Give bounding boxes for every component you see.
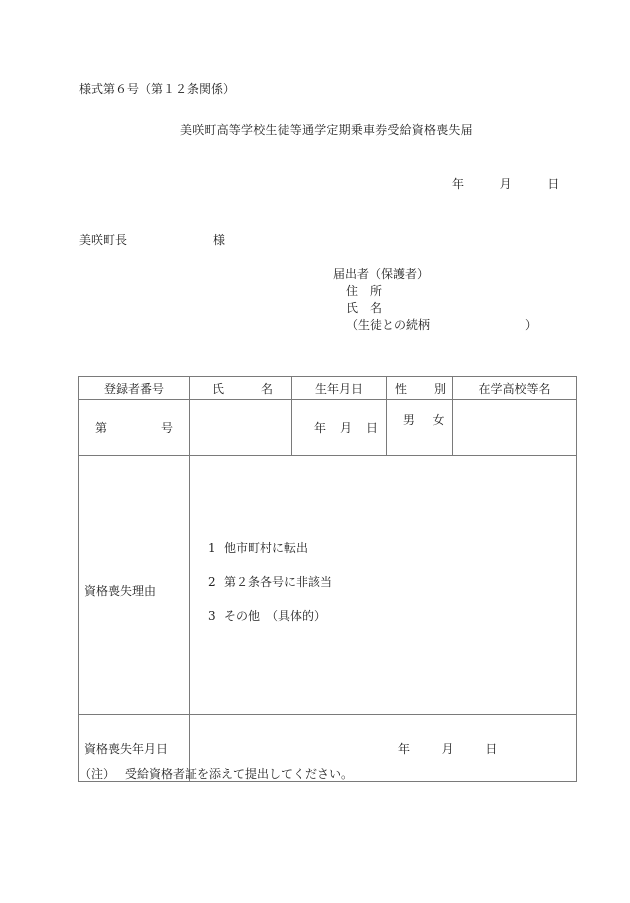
address-label: 住 所: [346, 284, 383, 298]
header-sex-1: 性: [395, 381, 408, 396]
document-title: 美咲町高等学校生徒等通学定期乗車券受給資格喪失届: [180, 123, 473, 137]
addressee-name: 美咲町長: [79, 233, 128, 247]
relation-field: [333, 317, 538, 334]
reason-options: [190, 456, 577, 715]
reason-row: [79, 456, 577, 715]
relation-label: （生徒との続柄: [346, 318, 431, 332]
note: [79, 765, 353, 782]
birth-month-label: 月: [339, 421, 352, 435]
header-school-name: 在学高校等名: [453, 377, 577, 400]
reason-option-text: 第２条各号に非該当: [224, 575, 333, 589]
number-prefix: 第: [95, 421, 108, 435]
note-text: 受給資格者証を添えて提出してください。: [125, 767, 354, 781]
registration-number-cell[interactable]: [79, 400, 190, 456]
sex-cell: [387, 400, 453, 456]
header-sex-2: 別: [433, 381, 446, 396]
birth-year-label: 年: [313, 421, 326, 435]
loss-year-label: 年: [398, 741, 411, 756]
reason-label: 資格喪失理由: [79, 456, 190, 715]
form-number: 様式第６号（第１２条関係）: [79, 82, 236, 96]
addressee-honorific: 様: [213, 233, 226, 247]
header-registration-number: 登録者番号: [79, 377, 190, 400]
header-sex: [387, 377, 453, 400]
submission-date: [452, 175, 559, 192]
loss-month-label: 月: [441, 741, 454, 756]
student-name-cell[interactable]: [190, 400, 292, 456]
date-day-label: 日: [547, 177, 560, 191]
loss-report-table: [78, 376, 577, 782]
reason-option-text: 他市町村に転出: [224, 541, 309, 555]
birth-date-cell[interactable]: [292, 400, 387, 456]
header-name-1: 氏: [212, 381, 225, 396]
date-year-label: 年: [452, 177, 465, 191]
header-birth-date: 生年月日: [292, 377, 387, 400]
applicant-block: [333, 266, 538, 334]
number-suffix: 号: [160, 421, 173, 435]
birth-day-label: 日: [365, 421, 378, 435]
school-name-cell[interactable]: [453, 400, 577, 456]
reason-option-number: 1: [208, 541, 216, 555]
name-label: 氏 名: [346, 301, 383, 315]
header-name-2: 名: [260, 381, 273, 396]
table-header-row: [79, 377, 577, 400]
table-row: [79, 400, 577, 456]
reason-option-2[interactable]: [208, 573, 576, 607]
reason-option-text: その他 （具体的）: [224, 609, 327, 623]
sex-option-male[interactable]: 男: [402, 413, 415, 427]
reason-option-1[interactable]: [208, 539, 576, 573]
addressee: [79, 231, 226, 248]
applicant-heading: 届出者（保護者）: [333, 267, 430, 281]
date-month-label: 月: [499, 177, 512, 191]
loss-date-label: 資格喪失年月日: [79, 715, 190, 782]
reason-option-number: 3: [208, 609, 216, 623]
sex-option-female[interactable]: 女: [432, 413, 445, 427]
header-name: [190, 377, 292, 400]
reason-option-3[interactable]: [208, 607, 576, 641]
reason-option-number: 2: [208, 575, 216, 589]
note-prefix: （注）: [79, 767, 116, 781]
relation-close-paren: ）: [525, 318, 538, 332]
loss-day-label: 日: [485, 741, 498, 756]
